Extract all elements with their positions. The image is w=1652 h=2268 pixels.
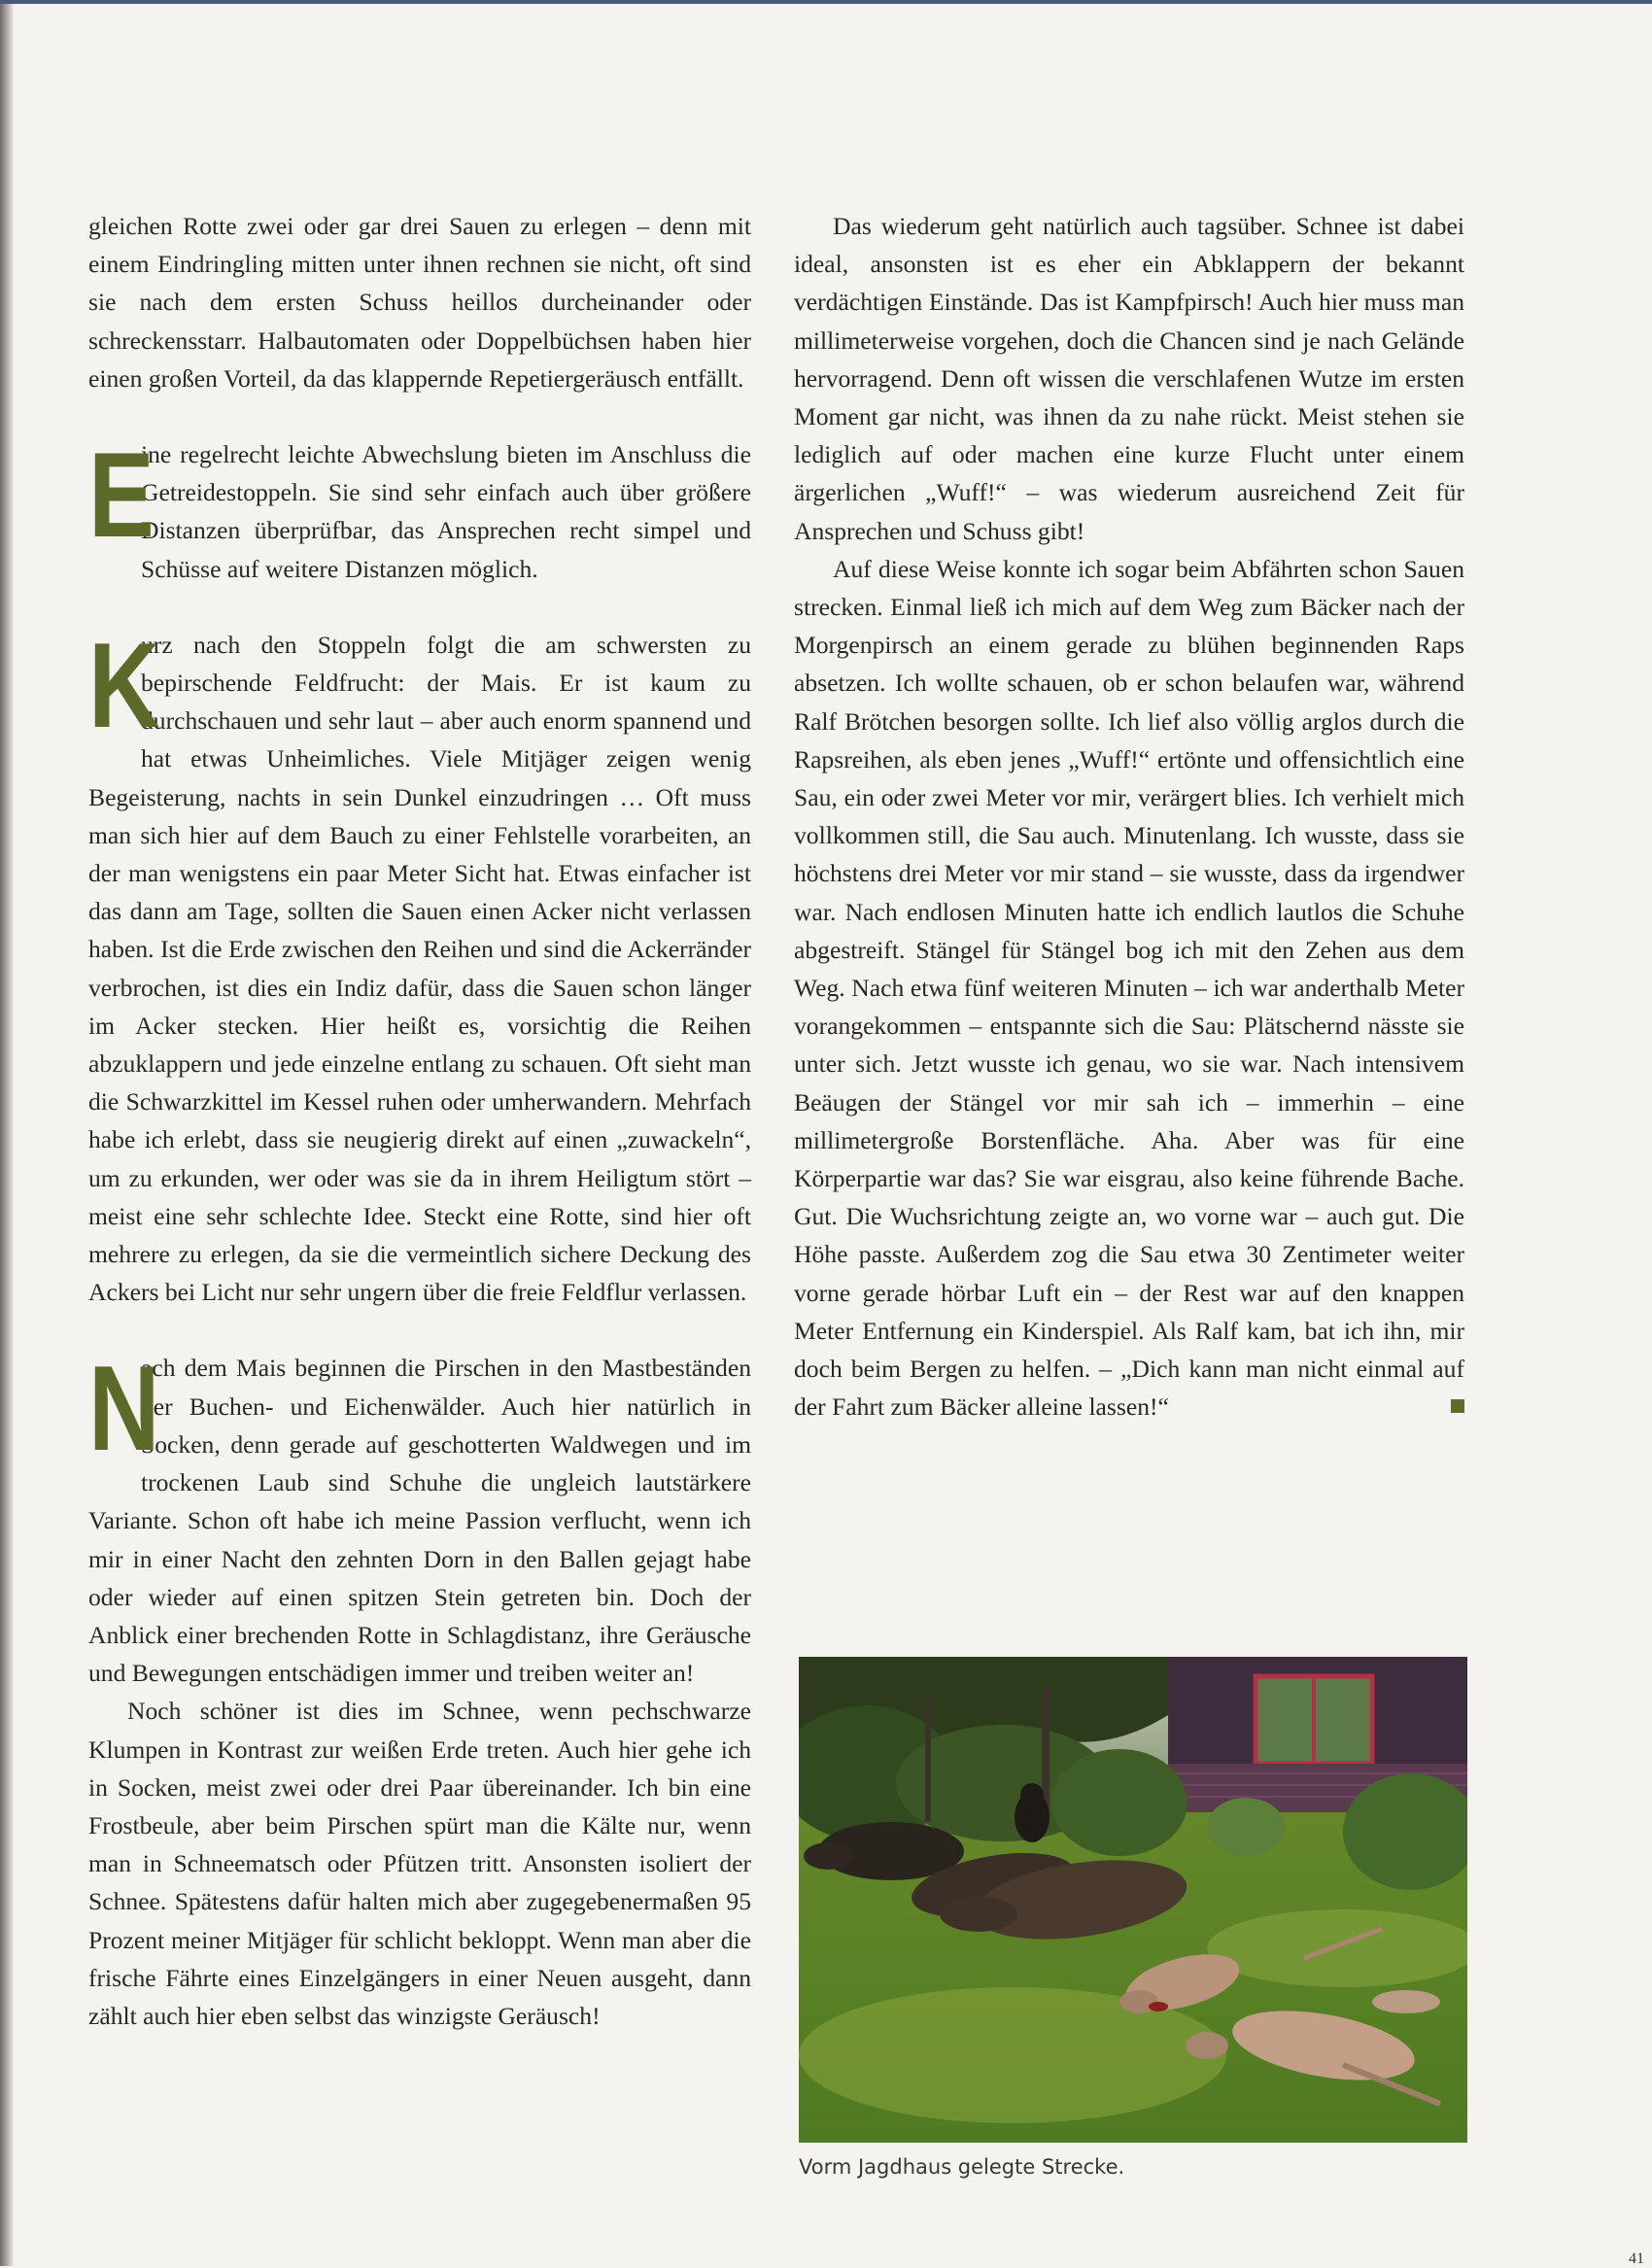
paragraph-text: ach dem Mais beginnen die Pirschen in den Mastbeständen der Buchen- und Eichenwälder. Auch hier natürlich in Socken, denn gerade auf geschotterten Waldwegen und im trockenen Laub sind Schuhe die ungleich lautstärkere Variante. Schon oft habe ich meine Passion verflucht, wenn ich mir in einer Nacht den zehnten Dorn in den Ballen gejagt habe oder wieder auf einen spitzen Stein getreten bin. Doch der Anblick einer brechenden Rotte in Schlagdistanz, ihre Geräusche und Bewegungen entschädigen immer und treiben weiter an! <box>88 1354 751 1688</box>
photo-illustration <box>799 1657 1467 2143</box>
right-column <box>794 207 1464 1426</box>
page-number: 41 <box>1629 2251 1644 2267</box>
left-column <box>88 207 751 2035</box>
drop-cap: N <box>88 1342 160 1477</box>
drop-cap: K <box>88 618 160 753</box>
page-top-edge <box>0 0 1652 4</box>
paragraph: Das wiederum geht natürlich auch tagsüber. Schnee ist dabei ideal, ansonsten ist es eher ein Abklappern der bekannt verdächtigen Einstände. Das ist Kampfpirsch! Auch hier muss man millimeterweise vorgehen, doch die Chancen sind je nach Gelände hervorragend. Denn oft wissen die verschlafenen Wutze im ersten Moment gar nicht, was ihnen da zu nahe rückt. Meist stehen sie lediglich auf oder machen eine kurze Flucht unter einem ärgerlichen „Wuff!“ – was wiederum ausreichend Zeit für Ansprechen und Schuss gibt! <box>794 212 1464 545</box>
paragraph <box>88 1692 751 2035</box>
paragraph <box>88 1342 751 1692</box>
paragraph-text: gleichen Rotte zwei oder gar drei Sauen zu erlegen – denn mit einem Eindringling mitten unter ihnen rechnen sie nicht, oft sind sie nach dem ersten Schuss heillos durcheinander oder schreckensstarr. Halbautomaten oder Doppelbüchsen haben hier einen großen Vorteil, da das klappernde Repetiergeräusch entfällt. <box>88 212 751 393</box>
paragraph-text: ine regelrecht leichte Abwechslung bieten im Anschluss die Getreidestoppeln. Sie sind sehr einfach auch über größere Distanzen überprüfbar, das Ansprechen recht simpel und Schüsse auf weitere Distanzen möglich. <box>141 440 751 583</box>
paragraph-text: Auf diese Weise konnte ich sogar beim Abfährten schon Sauen strecken. Einmal ließ ich mich auf dem Weg zum Bäcker nach der Morgenpirsch an einem gerade zu blühen beginnenden Raps absetzen. Ich wollte schauen, ob er schon belaufen war, während Ralf Brötchen besorgen sollte. Ich lief also völlig arglos durch die Rapsreihen, als eben jenes „Wuff!“ ertönte und offensichtlich eine Sau, ein oder zwei Meter vor mir, verärgert blies. Ich verhielt mich vollkommen still, die Sau auch. Minutenlang. Ich wusste, dass sie höchstens drei Meter vor mir stand – sie wusste, dass da irgendwer war. Nach endlosen Minuten hatte ich endlich lautlos die Schuhe abgestreift. Stängel für Stängel bog ich mit den Zehen aus dem Weg. Nach etwa fünf weiteren Minuten – ich war anderthalb Meter vorangekommen – entspannte sich die Sau: Plätschernd nässte sie unter sich. Jetzt wusste ich genau, wo sie war. Nach intensivem Beäugen der Stängel vor mir sah ich – immerhin – eine millimetergroße Borstenfläche. Aha. Aber was für eine Körperpartie war das? Sie war eisgrau, also keine führende Bache. Gut. Die Wuchsrichtung zeigte an, wo vorne war – auch gut. Die Höhe passte. Außerdem zog die Sau etwa 30 Zentimeter weiter vorne gerade hörbar Luft ein – der Rest war auf den knappen Meter Entfernung ein Kinderspiel. Als Ralf kam, bat ich ihn, mir doch beim Bergen zu helfen. – „Dich kann man nicht einmal auf der Fahrt zum Bäcker alleine lassen!“ <box>794 554 1464 1422</box>
photo-hunting-bag <box>799 1657 1467 2143</box>
end-of-article-mark <box>1451 1399 1464 1413</box>
paragraph <box>794 550 1464 1426</box>
paragraph <box>88 429 751 588</box>
paragraph-text: urz nach den Stoppeln folgt die am schwersten zu bepirschende Feldfrucht: der Mais. Er ist kaum zu durchschauen und sehr laut – aber auch enorm spannend und hat etwas Unheimliches. Viele Mitjäger zeigen wenig Begeisterung, nachts in sein Dunkel einzudringen … Oft muss man sich hier auf dem Bauch zu einer Fehlstelle vorarbeiten, an der man wenigstens ein paar Meter Sicht hat. Etwas einfacher ist das dann am Tage, sollten die Sauen einen Acker nicht verlassen haben. Ist die Erde zwischen den Reihen und sind die Ackerränder verbrochen, ist dies ein Indiz dafür, dass die Sauen schon länger im Acker stecken. Hier heißt es, vorsichtig die Reihen abzuklappern und jede einzelne entlang zu schauen. Oft sieht man die Schwarzkittel im Kessel ruhen oder umherwandern. Mehrfach habe ich erlebt, dass sie neugierig direkt auf einen „zuwackeln“, um zu erkunden, wer oder was sie da in ihrem Heiligtum stört – meist eine sehr schlechte Idee. Steckt eine Rotte, sind hier oft mehrere zu erlegen, da sie die vermeintlich sichere Deckung des Ackers bei Licht nur sehr ungern über die freie Feldflur verlassen. <box>88 630 751 1307</box>
drop-cap: E <box>88 429 155 564</box>
page-binding-shadow <box>0 0 14 2266</box>
paragraph <box>88 207 751 397</box>
photo-caption: Vorm Jagdhaus gelegte Strecke. <box>799 2155 1125 2179</box>
paragraph <box>88 618 751 1312</box>
paragraph-text: Noch schöner ist dies im Schnee, wenn pechschwarze Klumpen in Kontrast zur weißen Erde treten. Auch hier gehe ich in Socken, meist zwei oder drei Paar übereinander. Ich bin eine Frostbeule, aber beim Pirschen spürt man die Kälte nur, wenn man in Schneematsch oder Pfützen tritt. Ansonsten isoliert der Schnee. Spätestens dafür halten mich aber zugegebenermaßen 95 Prozent meiner Mitjäger für schlicht bekloppt. Wenn man aber die frische Fährte eines Einzelgängers in einer Neuen ausgeht, dann zählt auch hier eben selbst das winzigste Geräusch! <box>88 1697 751 2030</box>
